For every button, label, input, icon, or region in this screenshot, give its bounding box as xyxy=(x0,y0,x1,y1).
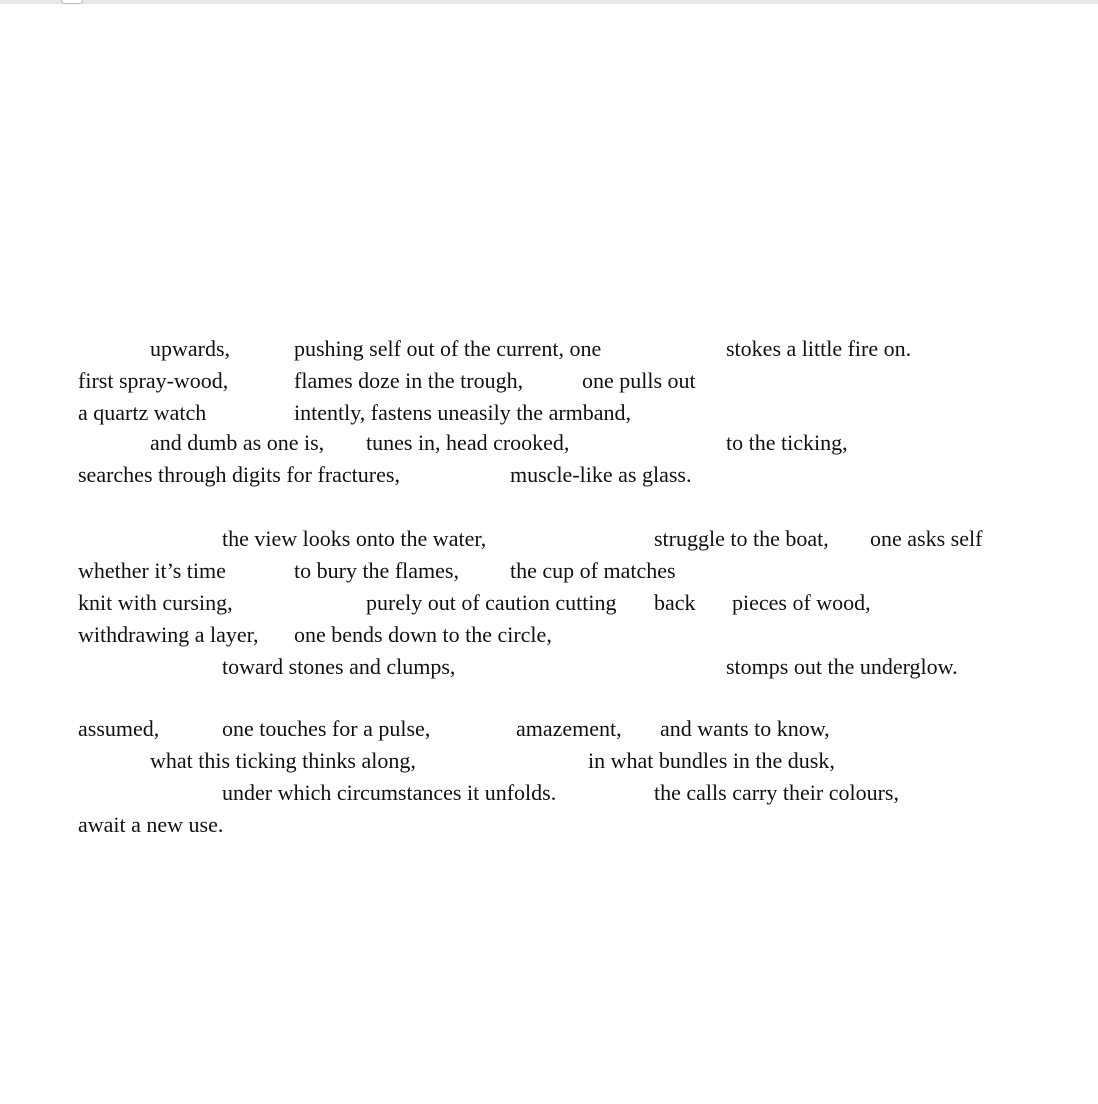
poem-fragment: searches through digits for fractures, xyxy=(78,462,400,487)
poem-fragment: under which circumstances it unfolds. xyxy=(222,780,557,805)
poem-line xyxy=(0,432,1098,464)
poem-fragment: the cup of matches xyxy=(510,558,676,583)
poem-fragment: withdrawing a layer, xyxy=(78,622,259,647)
poem-line xyxy=(0,338,1098,370)
poem-line xyxy=(0,814,1098,846)
poem-fragment: one pulls out xyxy=(582,368,696,393)
poem-fragment: stomps out the underglow. xyxy=(726,654,958,679)
poem-fragment: purely out of caution cutting xyxy=(366,590,617,615)
poem-line xyxy=(0,592,1098,624)
poem-fragment: one bends down to the circle, xyxy=(294,622,552,647)
poem-fragment: upwards, xyxy=(150,336,231,361)
poem-fragment: await a new use. xyxy=(78,812,224,837)
poem-fragment: the view looks onto the water, xyxy=(222,526,487,551)
poem-fragment: struggle to the boat, xyxy=(654,526,829,551)
poem-line xyxy=(0,656,1098,688)
poem-line xyxy=(0,750,1098,782)
poem-fragment: toward stones and clumps, xyxy=(222,654,456,679)
poem-fragment: to bury the flames, xyxy=(294,558,459,583)
poem-fragment: and dumb as one is, xyxy=(150,430,325,455)
poem-fragment: tunes in, head crooked, xyxy=(366,430,570,455)
poem-line xyxy=(0,370,1098,402)
poem-fragment: one touches for a pulse, xyxy=(222,716,431,741)
poem-fragment: amazement, xyxy=(516,716,622,741)
poem-line xyxy=(0,464,1098,496)
poem-fragment: what this ticking thinks along, xyxy=(150,748,416,773)
poem-fragment: in what bundles in the dusk, xyxy=(588,748,835,773)
poem-fragment: back xyxy=(654,590,696,615)
poem-fragment: whether it’s time xyxy=(78,558,226,583)
poem-fragment: flames doze in the trough, xyxy=(294,368,524,393)
poem-fragment: assumed, xyxy=(78,716,160,741)
poem-fragment: stokes a little fire on. xyxy=(726,336,912,361)
poem-fragment: intently, fastens uneasily the armband, xyxy=(294,400,632,425)
poem-line xyxy=(0,782,1098,814)
poem-fragment: pieces of wood, xyxy=(732,590,871,615)
poem-fragment: a quartz watch xyxy=(78,400,207,425)
poem-line xyxy=(0,624,1098,656)
poem-line xyxy=(0,560,1098,592)
poem-fragment: to the ticking, xyxy=(726,430,848,455)
poem-fragment: knit with cursing, xyxy=(78,590,233,615)
poem-line xyxy=(0,718,1098,750)
poem-fragment: first spray-wood, xyxy=(78,368,229,393)
poem-fragment: muscle-like as glass. xyxy=(510,462,692,487)
poem-fragment: pushing self out of the current, one xyxy=(294,336,602,361)
poem-fragment: the calls carry their colours, xyxy=(654,780,899,805)
poem-fragment: one asks self xyxy=(870,526,983,551)
poem-fragment: and wants to know, xyxy=(660,716,830,741)
poem-line xyxy=(0,528,1098,560)
